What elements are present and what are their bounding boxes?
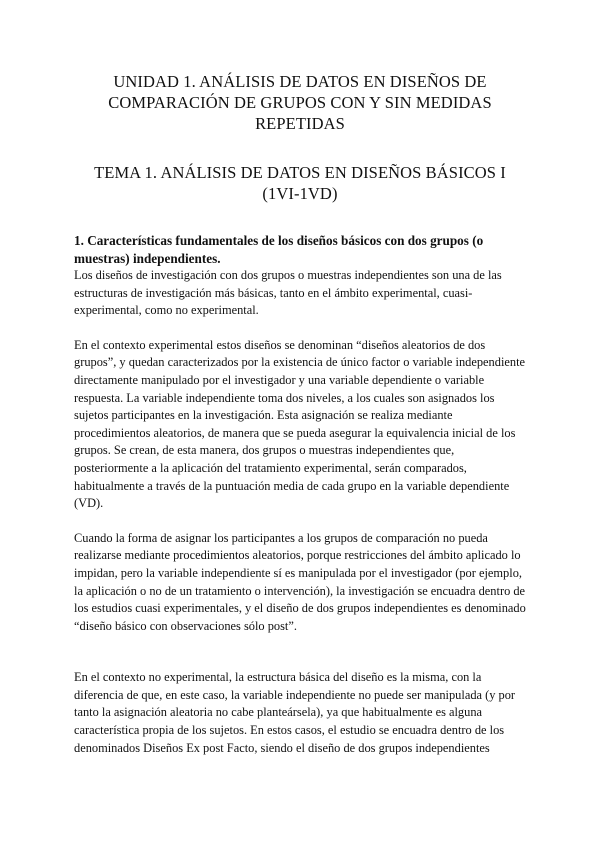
paragraph-experimental: En el contexto experimental estos diseños se denominan “diseños aleatorios de dos grupos”, y quedan caracterizados por la existencia de único factor o variable independiente directamente manipulado por el investigador y una variable dependiente o variable respuesta. La variable independiente toma dos niveles, a los cuales son asignados los sujetos participantes en la investigación. Esta asignación se realiza mediante procedimientos aleatorios, de manera que se pueda asegurar la equivalencia inicial de los grupos. Se crean, de esta manera, dos grupos o muestras independientes que, posteriormente a la aplicación del tratamiento experimental, serán comparados, habitualmente a través de la puntuación media de cada grupo en la variable dependiente (VD). xyxy=(74,337,526,511)
unit-title: UNIDAD 1. ANÁLISIS DE DATOS EN DISEÑOS DE COMPARACIÓN DE GRUPOS CON Y SIN MEDIDAS REPETIDAS xyxy=(108,72,492,133)
section-heading: 1. Características fundamentales de los diseños básicos con dos grupos (o muestras) independientes. xyxy=(74,233,484,266)
paragraph-intro: Los diseños de investigación con dos grupos o muestras independientes son una de las estructuras de investigación más básicas, tanto en el ámbito experimental, cuasi-experimental, como no experimental. xyxy=(74,268,502,318)
paragraph-quasi-experimental: Cuando la forma de asignar los participantes a los grupos de comparación no pueda realizarse mediante procedimientos aleatorios, porque restricciones del ámbito aplicado lo impidan, pero la variable independiente sí es manipulada por el investigador (por ejemplo, la aplicación o no de un tratamiento o intervención), la investigación se encuadra dentro de los estudios cuasi experimentales, y el diseño de dos grupos independientes es denominado “diseño básico con observaciones sólo post”. xyxy=(74,530,526,633)
theme-title: TEMA 1. ANÁLISIS DE DATOS EN DISEÑOS BÁSICOS I (1VI-1VD) xyxy=(94,163,506,203)
paragraph-non-experimental: En el contexto no experimental, la estructura básica del diseño es la misma, con la diferencia de que, en este caso, la variable independiente no puede ser manipulada (y por tanto la asignación aleatoria no cabe planteársela), ya que habitualmente es alguna característica propia de los sujetos. En estos casos, el estudio se encuadra dentro de los denominados Diseños Ex post Facto, siendo el diseño de dos grupos independientes xyxy=(74,670,516,755)
